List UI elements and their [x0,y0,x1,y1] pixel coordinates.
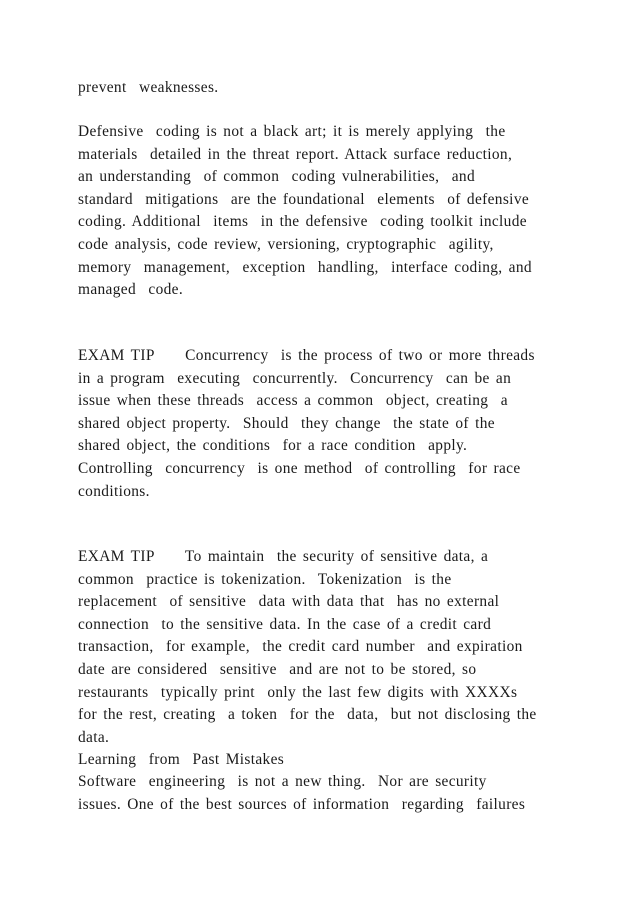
paragraph-fragment: prevent weaknesses. [78,79,219,96]
section-heading: Learning from Past Mistakes [78,751,285,768]
paragraph-defensive-coding: Defensive coding is not a black art; it is merely applying the materials detailed in the threat report. Attack surface reduction, an understanding of common coding vulnerabilities, and standard mitigations are the foundational elements of defensive coding. Additional items in the defensive coding toolkit include code analysis, code review, versioning, cryptographic agility, memory management, exception handling, interface coding, and managed code. [78,123,532,299]
exam-tip-concurrency: EXAM TIP Concurrency is the process of two or more threads in a program executing concurrently. Concurrency can be an issue when these threads access a common object, creating a shared object property. Should they change the state of the shared object, the conditions for a race condition apply. Controlling concurrency is one method of controlling for race conditions. [78,347,535,500]
paragraph-learning-from-past-mistakes: Software engineering is not a new thing. Nor are security issues. One of the best sources of information regarding failures [78,773,526,813]
exam-tip-tokenization: EXAM TIP To maintain the security of sensitive data, a common practice is tokenization. Tokenization is the replacement of sensitive data with data that has no external connection to the sensitive data. In the case of a credit card transaction, for example, the credit card number and expiration date are considered sensitive and are not to be stored, so restaurants typically print only the last few digits with XXXXs for the rest, creating a token for the data, but not disclosing the data. [78,548,537,746]
